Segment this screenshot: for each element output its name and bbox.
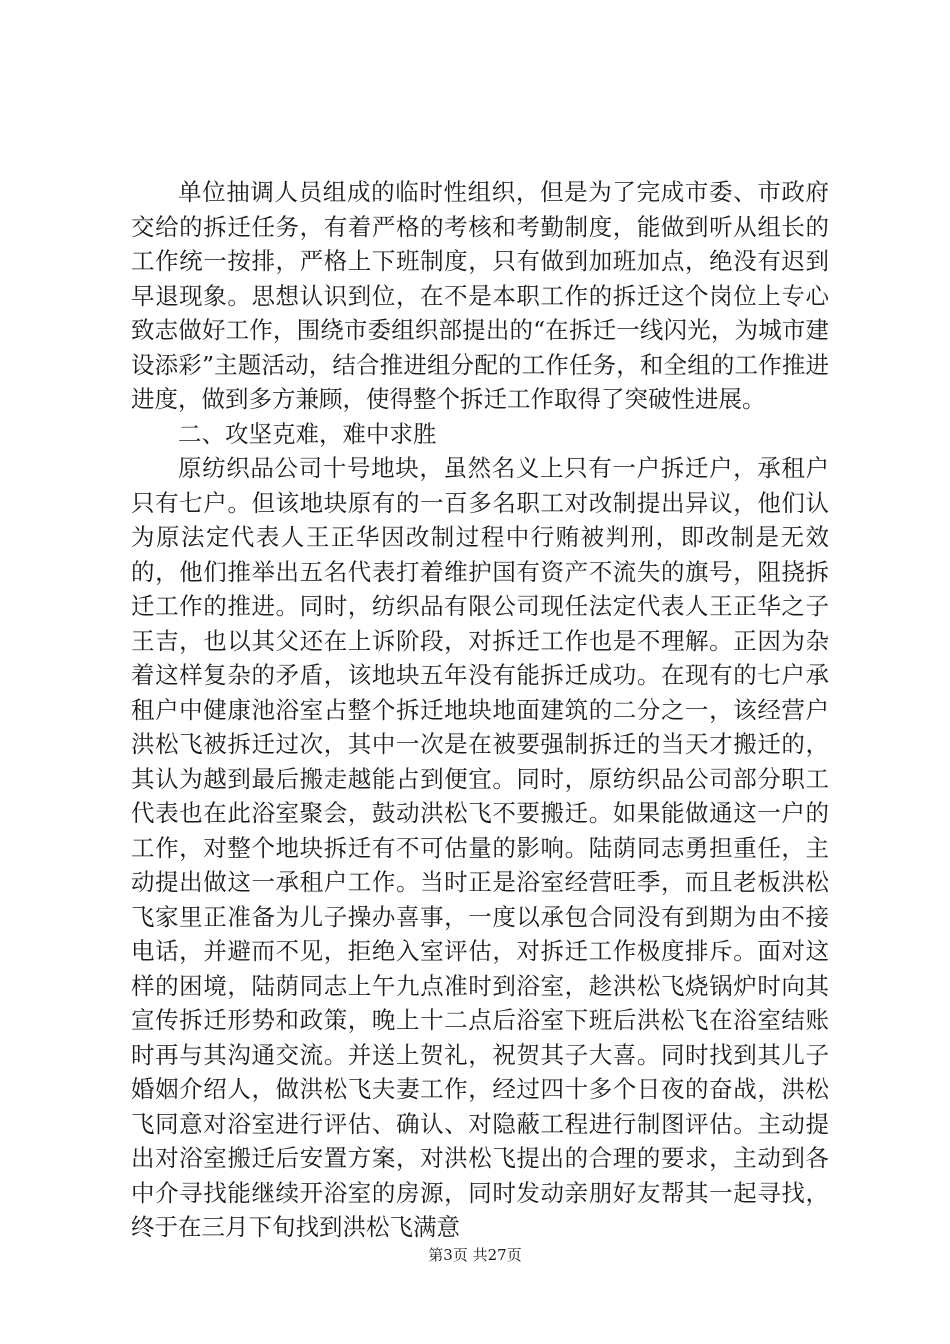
section-heading: 二、攻坚克难，难中求胜 — [178, 419, 437, 448]
document-body — [131, 175, 829, 1245]
body-paragraph-1: 单位抽调人员组成的临时性组织，但是为了完成市委、市政府交给的拆迁任务，有着严格的考核和考勤制度，能做到听从组长的工作统一按排，严格上下班制度，只有做到加班加点，绝没有迟到早退现象。思想认识到位，在不是本职工作的拆迁这个岗位上专心致志做好工作，围绕市委组织部提出的“在拆迁一线闪光，为城市建设添彩”主题活动，结合推进组分配的工作任务，和全组的工作推进进度，做到多方兼顾，使得整个拆迁工作取得了突破性进展。 — [131, 178, 829, 413]
body-paragraph-2: 原纺织品公司十号地块，虽然名义上只有一户拆迁户，承租户只有七户。但该地块原有的一百多名职工对改制提出异议，他们认为原法定代表人王正华因改制过程中行贿被判刑，即改制是无效的，他们推举出五名代表打着维护国有资产不流失的旗号，阻挠拆迁工作的推进。同时，纺织品有限公司现任法定代表人王正华之子王吉，也以其父还在上诉阶段，对拆迁工作也是不理解。正因为杂着这样复杂的矛盾，该地块五年没有能拆迁成功。在现有的七户承租户中健康池浴室占整个拆迁地块地面建筑的二分之一，该经营户洪松飞被拆迁过次，其中一次是在被要强制拆迁的当天才搬迁的，其认为越到最后搬走越能占到便宜。同时，原纺织品公司部分职工代表也在此浴室聚会，鼓动洪松飞不要搬迁。如果能做通这一户的工作，对整个地块拆迁有不可估量的影响。陆荫同志勇担重任，主动提出做这一承租户工作。当时正是浴室经营旺季，而且老板洪松飞家里正准备为儿子操办喜事，一度以承包合同没有到期为由不接电话，并避而不见，拒绝入室评估，对拆迁工作极度排斥。面对这样的困境，陆荫同志上午九点准时到浴室，趁洪松飞烧锅炉时向其宣传拆迁形势和政策，晚上十二点后浴室下班后洪松飞在浴室结账时再与其沟通交流。并送上贺礼，祝贺其子大喜。同时找到其儿子婚姻介绍人，做洪松飞夫妻工作，经过四十多个日夜的奋战，洪松飞同意对浴室进行评估、确认、对隐蔽工程进行制图评估。主动提出对浴室搬迁后安置方案，对洪松飞提出的合理的要求，主动到各中介寻找能继续开浴室的房源，同时发动亲朋好友帮其一起寻找，终于在三月下旬找到洪松飞满意 — [131, 454, 829, 1241]
page-number-footer: 第3页 共27页 — [428, 1246, 522, 1264]
